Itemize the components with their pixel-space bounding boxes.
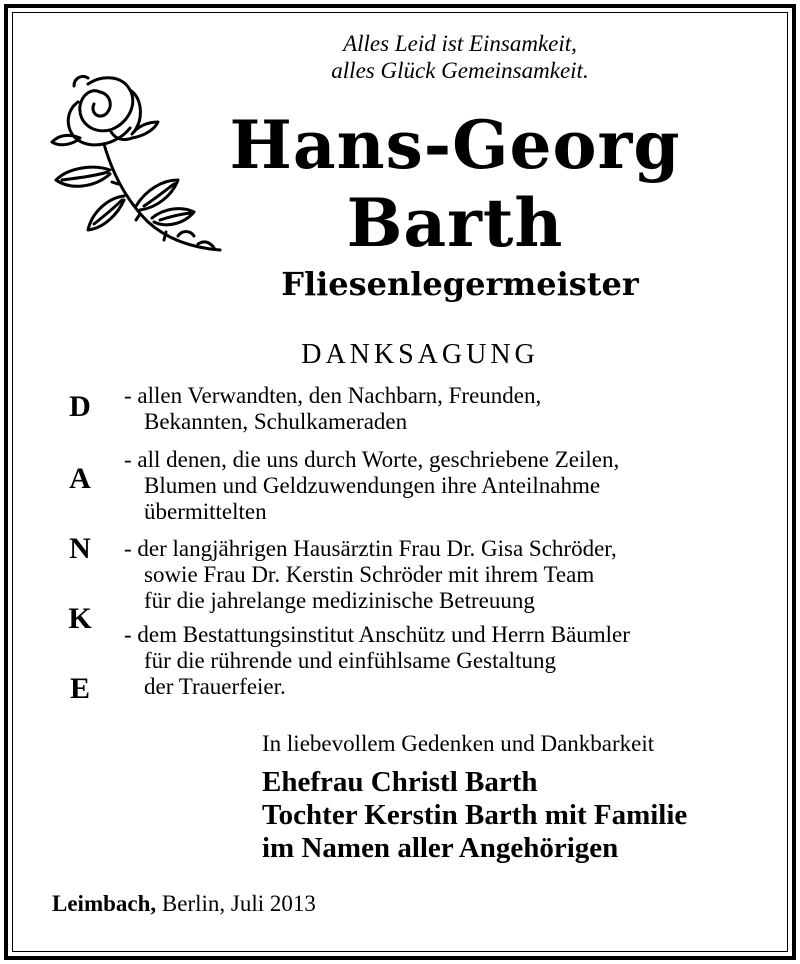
danke-letter-k: K — [68, 602, 92, 635]
thanks-item-line: Bekannten, Schulkameraden — [144, 409, 408, 434]
motto-line-1: Alles Leid ist Einsamkeit, — [343, 31, 577, 56]
motto-line-2: alles Glück Gemeinsamkeit. — [331, 58, 589, 83]
thanks-item — [124, 383, 764, 435]
thanks-item — [124, 536, 764, 614]
thanks-item — [124, 622, 764, 700]
remembrance-line: In liebevollem Gedenken und Dankbarkeit — [262, 731, 655, 756]
profession: Fliesenlegermeister — [281, 265, 639, 303]
danke-letter-n: N — [69, 532, 91, 565]
thanks-item-line: übermittelten — [144, 499, 267, 524]
city-date: Berlin, Juli 2013 — [156, 891, 316, 916]
danke-letter-d: D — [69, 390, 91, 423]
thanks-item-line: Blumen und Geldzuwendungen ihre Anteilnahme — [144, 473, 601, 498]
thanks-item-line: - all denen, die uns durch Worte, geschriebene Zeilen, — [124, 447, 620, 472]
danke-letter-a: A — [69, 462, 91, 495]
signature-line: im Namen aller Angehörigen — [262, 832, 619, 864]
thanks-item-line: der Trauerfeier. — [144, 674, 286, 699]
rose-icon — [48, 72, 226, 258]
thanks-item-line: für die rührende und einfühlsame Gestaltung — [144, 648, 556, 673]
thanks-item-line: - allen Verwandten, den Nachbarn, Freunden, — [124, 383, 542, 408]
deceased-last-name: Barth — [346, 184, 564, 262]
place-name: Leimbach, — [52, 891, 157, 916]
thanks-item-line: - der langjährigen Hausärztin Frau Dr. Gisa Schröder, — [124, 536, 617, 561]
place-date — [52, 890, 316, 918]
thanks-item-line: sowie Frau Dr. Kerstin Schröder mit ihrem Team — [144, 562, 595, 587]
thanks-item — [124, 447, 764, 525]
thanks-item-line: für die jahrelange medizinische Betreuung — [144, 588, 535, 613]
signature-line: Ehefrau Christl Barth — [262, 766, 538, 798]
danke-letter-e: E — [69, 672, 90, 705]
signature-line: Tochter Kerstin Barth mit Familie — [262, 799, 688, 831]
thanks-item-line: - dem Bestattungsinstitut Anschütz und Herrn Bäumler — [124, 622, 630, 647]
deceased-first-name: Hans-Georg — [229, 106, 681, 184]
motto — [250, 30, 670, 84]
heading: DANKSAGUNG — [301, 339, 539, 370]
